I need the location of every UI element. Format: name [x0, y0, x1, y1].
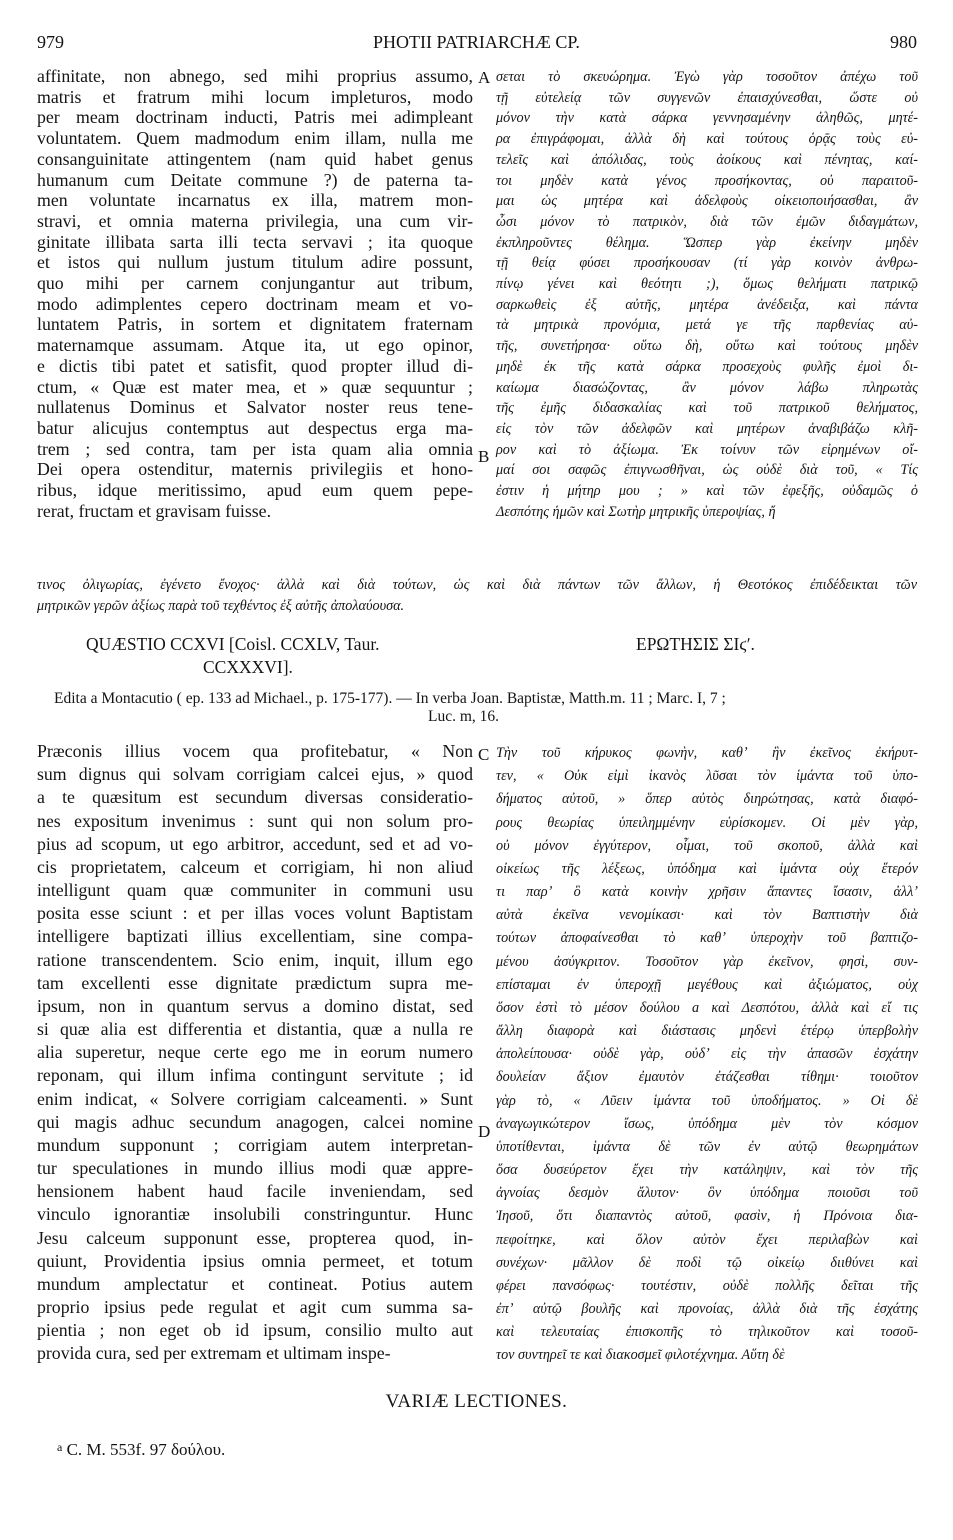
text-line: humanum cum Deitate commune ?) de paterna ta-: [37, 169, 473, 190]
text-line: μητρικῶν γερῶν ἀξίως παρὰ τοῦ τεχθέντος ἐξ αὐτῆς ἀπολαύουσα.: [37, 597, 405, 614]
text-line: sum dignus qui solvam corrigiam calcei ejus, » quod: [37, 764, 473, 785]
text-line: ἐστιν ἡ μήτηρ μου ; » καὶ τῶν ἐφεξῆς, οὐδαμῶς ὁ: [496, 483, 918, 499]
text-line: matris et fratrum mihi locum impleturos, modo: [37, 86, 473, 107]
text-line: ἐκπληροῦντες θέλημα. Ὥσπερ γὰρ ἐκείνην μηδὲν: [496, 234, 918, 251]
text-line: intelligunt quam quæ communiter in communi usu: [37, 880, 473, 901]
text-line: συνέχων· μᾶλλον δὲ ποδὶ τῷ οἰκείῳ διιθύνει καὶ: [496, 1254, 918, 1271]
text-line: affinitate, non abnego, sed mihi proprius assumo,: [37, 66, 473, 86]
text-line: τῆς, συνετήρησα· οὕτω δὴ, οὕτω καὶ τούτους μηδὲν: [496, 338, 918, 355]
text-line: τι παρʼ ὃ κατὰ κοινὴν χρῆσιν ἅπαντες ἴσασιν, ἀλλʼ: [496, 884, 918, 901]
text-line: φέρει πανσόφως· τουτέστιν, οὐδὲ πολλῆς δεῖται τῆς: [496, 1277, 918, 1294]
text-line: vinculo ignorantiæ insolubili constringuntur. Hunc: [37, 1204, 473, 1225]
text-line: mundum supponunt ; corrigiam autem interpretan-: [37, 1134, 473, 1155]
footnote-mark: a: [57, 1440, 63, 1454]
text-line: Ἰησοῦ, ὅτι διαπαντὸς αὐτοῦ, φασὶν, ἡ Πρόνοια δια-: [496, 1208, 918, 1225]
text-line: τῇ θείᾳ φύσει προσήκουσαν (τί γὰρ κοινὸν ἀνθρω-: [496, 255, 918, 272]
text-line: quo mihi per carnem conjungantur aut tribum,: [37, 273, 473, 293]
text-line: nes expositum invenimus : sunt qui non solum pro-: [37, 810, 473, 831]
text-line: e dictis tibi patet et satisfit, quod propter illud di-: [37, 355, 473, 376]
text-line: πεφοίτηκε, καὶ ὅλον αὐτὸν ἔχει περιλαβὼν καὶ: [496, 1231, 918, 1248]
text-line: δουλείαν ἄξιον ἐμαυτὸν ἐτάζεσθαι τίθημι· τοιοῦτον: [496, 1069, 918, 1086]
text-line: ρα ἐπιγράφομαι, ἀλλὰ δὴ καὶ τούτους ὁρᾷς τοὺς εὐ-: [496, 131, 918, 148]
section-marker-a: A: [478, 68, 491, 87]
text-line: δήματος αὐτοῦ, » ὅπερ αὐτὸς διηρώτησας, κατὰ διαφό-: [496, 791, 918, 808]
text-line: et istos qui nullum justum titulum adire possunt,: [37, 252, 473, 273]
text-line: μόνον τὴν κατὰ σάρκα γεννησαμένην ἀληθῶς, μητέ-: [496, 110, 918, 127]
text-line: pientia ; non eget ob id ipsum, consilio multo aut: [37, 1320, 473, 1341]
page-number-left: 979: [37, 32, 64, 52]
text-line: per meam doctrinam inducti, Patris mei adimpleant: [37, 107, 473, 128]
text-line: provida cura, sed per extremam et ultimam inspe-: [37, 1343, 391, 1364]
text-line: τεν, « Οὐκ εἰμὶ ἱκανὸς λῦσαι τὸν ἱμάντα τοῦ ὑπο-: [496, 768, 918, 785]
text-line: ἀπολείπουσα· οὐδὲ γὰρ, οὐδʼ εἰς τὴν ἁπασῶν ἐσχάτην: [496, 1046, 918, 1063]
text-line: ἄλλη διαφορὰ καὶ διάστασις μηδενὶ ἑτέρῳ ὑπερβολὴν: [496, 1023, 918, 1040]
text-line: men voluntate incarnatus ex illa, matrem mon-: [37, 190, 473, 211]
text-line: τον συντηρεῖ τε καὶ διακοσμεῖ φιλοτέχνημα. Αὕτη δὲ: [496, 1347, 785, 1364]
text-line: ipsum, non in quantum servus a domino distat, sed: [37, 995, 473, 1016]
text-line: ratione transcendentem. Scio enim, inquit, illum ego: [37, 949, 473, 970]
text-line: σεται τὸ σκευώρημα. Ἐγὼ γὰρ τοσοῦτον ἀπέχω τοῦ: [496, 69, 918, 85]
text-line: ἀναγωγικώτερον ἴσως, ὑπόδημα μὲν τὸν κόσμον: [496, 1115, 918, 1132]
text-line: alia superetur, neque certe ego me in eorum numero: [37, 1042, 473, 1063]
text-line: ginitate illibata sarta illi tecta servavi ; ita quoque: [37, 231, 473, 252]
text-line: εἰς τὸν τῶν ἀδελφῶν καὶ μητέρων ἀναβιβάζω κλῆ-: [496, 420, 918, 437]
text-line: μηδὲ ἐκ τῆς κατὰ σάρκα προσεχοὺς φυλῆς ἐμοὶ δι-: [496, 358, 918, 375]
text-line: καίωμα διασώζοντας, ἂν μόνον λάβω πληρωτὰς: [496, 379, 918, 396]
variae-lectiones-heading: VARIÆ LECTIONES.: [385, 1391, 568, 1412]
section-marker-d: D: [478, 1122, 491, 1141]
section-marker-b: B: [478, 447, 490, 466]
text-line: hensionem habent haud facile inveniendam, sed: [37, 1181, 473, 1202]
text-line: voluntatem. Quem madmodum enim illam, nulla me: [37, 128, 473, 149]
text-line: luntatem Patris, in sortem et dignitatem fraternam: [37, 314, 473, 335]
text-line: mundum amplectatur et contineat. Potius autem: [37, 1273, 473, 1294]
text-line: ὅσα δυσεύρετον ἔχει τὴν κατάληψιν, καὶ τὸν τῆς: [496, 1162, 918, 1179]
footnote-text: C. M. 553f. 97 δούλου.: [66, 1440, 226, 1459]
text-line: a te quæsitum est secundum diversas consideratio-: [37, 787, 473, 808]
text-line: τὰ μητρικὰ προνόμια, μετά γε τῆς παρθενίας αὐ-: [496, 317, 918, 334]
text-line: μαί σοι σαφῶς ἐπιγνωσθῆναι, ὡς οὐδὲ διὰ τοῦ, « Τίς: [496, 462, 918, 479]
text-line: Δεσπότης ἡμῶν καὶ Σωτὴρ μητρικῆς ὑπεροψίας, ἤ: [496, 503, 776, 520]
text-line: tam excellenti esse dignitate prædictum supra me-: [37, 972, 473, 993]
edition-note-line2: Luc. m, 16.: [428, 708, 500, 725]
footnote: [57, 1440, 225, 1460]
text-line: Præconis illius vocem qua profitebatur, « Non: [37, 741, 473, 761]
text-line: μένου ἀσύγκριτον. Τοσοῦτον γὰρ ἐκεῖνον, φησὶ, συν-: [496, 953, 918, 970]
question-latin-title-line2: CCXXXVI].: [203, 657, 293, 677]
text-line: si quæ alia est differentia et distantia, quæ a nulla re: [37, 1019, 473, 1040]
text-line: ἀγνοίας δεσμὸν ἄλυτον· ὃν ὑπόδημα ποιοῦσι τοῦ: [496, 1185, 918, 1202]
text-line: σαρκωθεὶς ἐξ αὐτῆς, μητέρα ἀνέδειξα, καὶ πάντα: [496, 296, 918, 313]
text-line: Dei opera ostenditur, maternis privilegiis et hono-: [37, 459, 473, 480]
text-line: αὐτὰ ἐκεῖνα νενομίκασι· καὶ τὸν Βαπτιστὴν διὰ: [496, 907, 918, 924]
text-line: Τὴν τοῦ κήρυκος φωνὴν, καθʼ ἣν ἐκεῖνος ἐκήρυτ-: [496, 745, 918, 761]
text-line: μαι ὡς μητέρα καὶ ἀδελφοὺς οἰκειοποιήσασθαι, ἂν: [496, 193, 918, 210]
text-line: pius ad scopum, ut ego arbitror, accedunt, sed et ad vo-: [37, 833, 473, 854]
text-line: ρους θεωρίας ὑπειλημμένην εὑρίσκομεν. Οἱ μὲν γὰρ,: [496, 814, 918, 831]
text-line: ὑποτίθενται, ἱμάντα δὲ τῶν ἐν αὐτῷ θεωρημάτων: [496, 1138, 918, 1155]
page-number-right: 980: [890, 32, 917, 52]
text-line: γὰρ τὸ, « Λῦειν ἱμάντα τοῦ ὑποδήματος. » Οἱ δὲ: [496, 1092, 918, 1109]
text-line: τῇ εὐτελείᾳ τῶν συγγενῶν ἐπαισχύνεσθαι, ὥστε οὐ: [496, 89, 918, 106]
text-line: ὅσον ἐστὶ τὸ μέσον δούλου a καὶ Δεσπότου, ἀλλὰ καὶ εἴ τις: [496, 999, 918, 1016]
text-line: ρον καὶ τὸ ἀξίωμα. Ἐκ τοίνυν τῶν εἰρημένων οἴ-: [496, 441, 918, 458]
section-marker-c: C: [478, 745, 490, 764]
text-line: οἰκείως τῆς λέξεως, ὑπόδημα καὶ ἱμάντα οὐχ ἕτερόν: [496, 860, 918, 877]
text-line: τῆς ἐμῆς διδασκαλίας καὶ τοῦ πατρικοῦ θελήματος,: [496, 400, 918, 417]
text-line: trem ; sed contra, tam per ista quam alia omnia: [37, 438, 473, 459]
question-greek-title: ΕΡΩΤΗΣΙΣ ΣΙϛʹ.: [636, 634, 755, 654]
text-line: οὐ μόνον ἐγγύτερον, οἶμαι, τοῦ σκοποῦ, ἀλλὰ καὶ: [496, 837, 918, 854]
text-line: stravi, et omnia materna privilegia, una cum vir-: [37, 210, 473, 231]
text-line: τούτων ἀποφαίνεσθαι τὸ καθʼ ὑπεροχὴν τοῦ βαπτιζο-: [496, 930, 918, 947]
text-line: quiunt, Providentia ipsius omnia permeet, et totum: [37, 1250, 473, 1271]
text-line: nullatenus Dominus et Salvator noster reus tene-: [37, 397, 473, 418]
text-line: πίνῳ γένει καὶ θεότητι ;), ὅμως θελήματι πατρικῷ: [496, 276, 918, 292]
text-line: batur alicujus contemptus aut despectus erga ma-: [37, 417, 473, 438]
text-line: posita esse sciunt : et per illas voces volunt Baptistam: [37, 903, 473, 924]
text-line: ἐπʼ αὐτῷ βουλῆς καὶ προνοίας, ἀλλὰ διὰ τῆς ἐσχάτης: [496, 1301, 918, 1318]
question-latin-title-line1: QUÆSTIO CCXVI [Coisl. CCXLV, Taur.: [86, 634, 380, 654]
text-line: τελεῖς καὶ ἀπόλιδας, τοὺς ἀοίκους καὶ πένητας, καί-: [496, 151, 918, 168]
text-line: enim indicat, « Solvere corrigiam calceamenti. » Sunt: [37, 1088, 473, 1109]
text-line: proprio ipsius pede regulat et agit cum summa sa-: [37, 1297, 473, 1318]
text-line: cis proprietatem, calceum et corrigiam, hi non aliud: [37, 856, 473, 877]
text-line: ribus, idque meritissimo, apud eum quem pepe-: [37, 480, 473, 500]
text-line: επίσταμαι ἐν ὑπεροχῇ μεγέθους καὶ ἀξιώματος, οὐχ: [496, 976, 918, 993]
text-line: reponam, qui illum infima contingunt servitute ; id: [37, 1065, 473, 1086]
text-line: καὶ τελευταίας ἐπισκοπῆς τὸ τηλικοῦτον καὶ τοσοῦ-: [496, 1324, 918, 1341]
text-line: ctum, « Quæ est mater mea, et » quæ sequuntur ;: [37, 376, 473, 397]
text-line: τοι μηδὲν κατὰ γένος προσήκοντας, οὐ παραιτοῦ-: [496, 172, 918, 189]
text-line: maternamque assumam. Atque ita, ut ego opinor,: [37, 335, 473, 356]
text-line: qui magis adhuc secundum anagogen, calcei nomine: [37, 1111, 473, 1132]
text-line: τινος ὀλιγωρίας, ἐγένετο ἔνοχος· ἀλλὰ καὶ διὰ τούτων, ὡς καὶ διὰ πάντων τῶν ἄλλων, ἡ Θεοτόκος ἐπιδέδεικται τῶν: [37, 577, 917, 593]
running-title: PHOTII PATRIARCHÆ CP.: [373, 32, 580, 52]
text-line: consanguinitate attingentem (nam quid habet genus: [37, 148, 473, 169]
text-line: Jesu calceum supponunt esse, propterea quod, in-: [37, 1227, 473, 1248]
text-line: modo adimplentes cepero doctrinam meam et vo-: [37, 293, 473, 314]
text-line: intelligere baptizati illius excellentiam, sine compa-: [37, 926, 473, 947]
text-line: rerat, fructam et gravisam fuisse.: [37, 500, 272, 521]
text-line: tur speculationes in mundo illius modi quæ appre-: [37, 1158, 473, 1179]
edition-note-line1: Edita a Montacutio ( ep. 133 ad Michael., p. 175-177). — In verba Joan. Baptistæ, Matth.m. 11 ; Marc. I, 7 ;: [54, 690, 726, 707]
text-line: ὦσι μόνον τὸ πατρικὸν, διὰ τῶν ἐμῶν διδαγμάτων,: [496, 213, 918, 230]
